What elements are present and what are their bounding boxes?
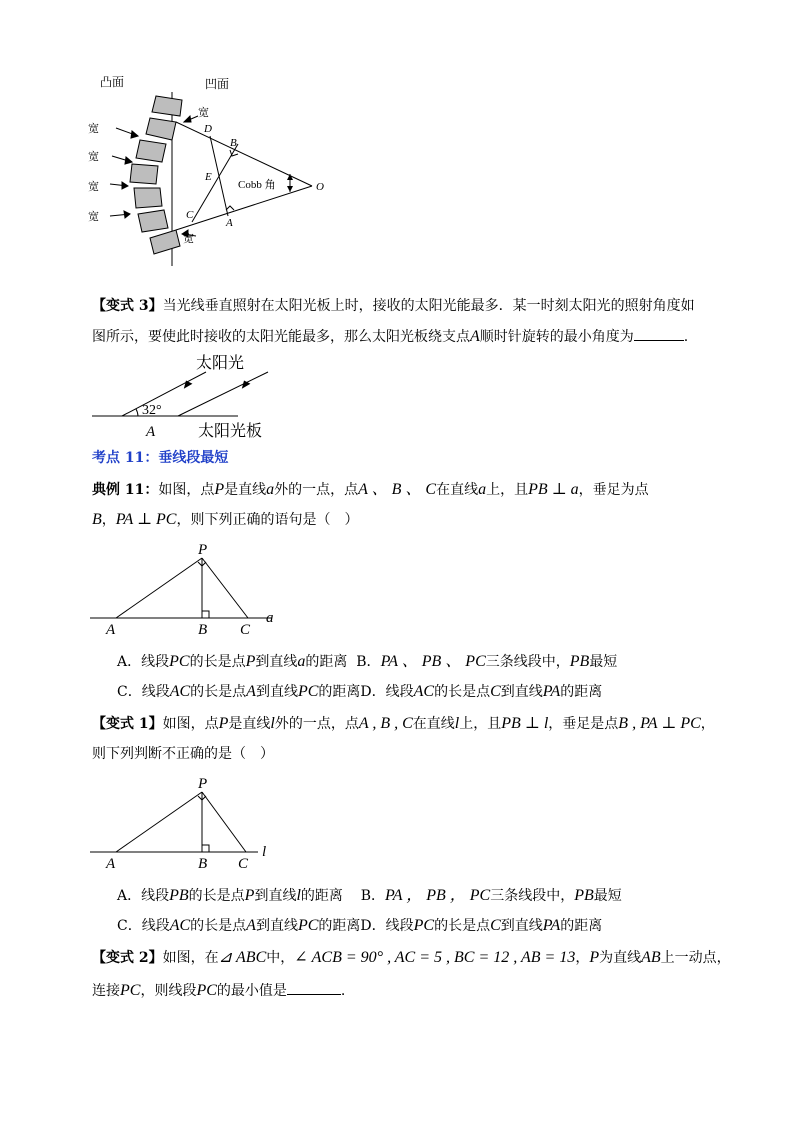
math: l <box>454 715 460 732</box>
math: PC <box>169 653 190 670</box>
text: ，垂足是点 <box>548 716 619 732</box>
text: ，垂足为点 <box>578 482 649 498</box>
fig3-A: A <box>106 622 116 638</box>
variant3-point-a: A <box>470 328 480 345</box>
cobb-label: Cobb 角 <box>238 179 276 191</box>
text: 到直线 <box>255 918 298 934</box>
math-a: a <box>478 481 487 498</box>
text: 到直线 <box>255 654 298 670</box>
point-O: O <box>316 181 324 193</box>
text: 中， <box>266 950 295 966</box>
variant3-text1: 当光线垂直照射在太阳光板上时，接收的太阳光能最多．某一时刻太阳光的照射角度如 <box>162 298 695 314</box>
text: ，则线段 <box>140 983 197 999</box>
math-PA-perp-PC: PA ⊥ PC <box>115 511 177 528</box>
wide-label-5: 宽 <box>198 107 209 119</box>
text: 最短 <box>593 888 622 904</box>
text: 的长是点 <box>434 918 491 934</box>
math: ⊿ ABC <box>218 949 267 966</box>
text: 如图，点 <box>158 482 215 498</box>
text: 上，且 <box>459 716 502 732</box>
math: A <box>246 917 256 934</box>
point-C: C <box>186 209 194 221</box>
math: PB ⊥ l <box>501 715 549 732</box>
text: 的距离 <box>300 888 343 904</box>
variant3-line1 <box>92 296 695 316</box>
point-D: D <box>204 123 212 135</box>
cobb-angle-figure <box>80 70 340 270</box>
angle-label: 32° <box>142 403 162 418</box>
math: P <box>589 949 600 966</box>
variant1-tag: 【变式 1】 <box>92 716 163 732</box>
fig4-A: A <box>106 856 116 872</box>
variant1-line2: 则下列判断不正确的是（ ） <box>92 746 274 762</box>
math: A <box>246 683 256 700</box>
text: 的距离 <box>560 918 603 934</box>
math-P: P <box>214 481 225 498</box>
text: 在直线 <box>436 482 479 498</box>
text: 的长是点 <box>434 684 491 700</box>
math: PB <box>169 887 189 904</box>
text: 为直线 <box>599 950 642 966</box>
text: 是直线 <box>228 716 271 732</box>
fig3-P: P <box>198 542 208 558</box>
wide-label-4: 宽 <box>88 211 99 223</box>
text: ，则下列正确的语句是（ ） <box>176 512 359 528</box>
convex-label: 凸面 <box>100 75 125 89</box>
wide-label-1: 宽 <box>88 123 99 135</box>
text: 的距离 <box>560 684 603 700</box>
text: 三条线段中， <box>490 888 575 904</box>
variant1-option-c-d <box>117 916 602 936</box>
pivot-point-a: A <box>146 424 156 440</box>
math: l <box>270 715 275 732</box>
variant2-line2 <box>92 980 345 1001</box>
text: A．线段 <box>117 654 170 670</box>
sun-label: 太阳光 <box>196 355 245 372</box>
math-PB-perp-a: PB ⊥ a <box>528 481 579 498</box>
text: 到直线 <box>255 684 298 700</box>
variant1-line1 <box>92 714 715 734</box>
text: D．线段 <box>360 918 414 934</box>
math: PC <box>196 982 217 999</box>
text: 上，且 <box>486 482 529 498</box>
text: 连接 <box>92 983 120 999</box>
variant3-end: . <box>683 329 689 345</box>
text: 三条线段中， <box>485 654 570 670</box>
text: 如图，点 <box>162 716 219 732</box>
math-a: a <box>266 481 275 498</box>
math: PA 、 PB 、 PC <box>380 653 486 670</box>
panel-label: 太阳光板 <box>198 423 263 440</box>
text: 到直线 <box>254 888 297 904</box>
point-E: E <box>205 171 212 183</box>
text: C．线段 <box>117 684 170 700</box>
variant3-text3: 顺时针旋转的最小角度为 <box>479 329 634 345</box>
fig4-B: B <box>198 856 208 872</box>
text: ， <box>700 716 715 732</box>
math: PC <box>297 683 319 700</box>
wide-label-2: 宽 <box>88 151 99 163</box>
text: 的距离 <box>305 654 348 670</box>
text: C．线段 <box>117 918 170 934</box>
variant3-text2: 图所示，要使此时接收的太阳光能最多，那么太阳光板绕支点 <box>92 329 470 345</box>
answer-blank <box>634 326 684 341</box>
math: AC <box>413 683 435 700</box>
math: PA <box>542 917 561 934</box>
variant3-tag: 【变式 3】 <box>92 298 163 314</box>
fig4-P: P <box>198 776 208 792</box>
math: AC <box>169 917 191 934</box>
text: 到直线 <box>500 684 543 700</box>
fig3-C: C <box>240 622 251 638</box>
variant2-tag: 【变式 2】 <box>92 950 163 966</box>
example11-option-a-b <box>117 652 617 672</box>
math: P <box>245 653 256 670</box>
math: PA <box>542 683 561 700</box>
text: ， <box>575 950 590 966</box>
text: D．线段 <box>360 684 414 700</box>
text: 在直线 <box>412 716 455 732</box>
text: 的长是点 <box>189 654 246 670</box>
math: PC <box>120 982 141 999</box>
math: C <box>490 917 501 934</box>
example11-tag: 典例 11： <box>92 482 159 498</box>
fig4-C: C <box>238 856 249 872</box>
text: 的距离 <box>318 684 361 700</box>
wide-label-6: 宽 <box>183 233 194 245</box>
text: 到直线 <box>500 918 543 934</box>
text: 的长是点 <box>190 684 247 700</box>
math: P <box>244 887 255 904</box>
text: A．线段 <box>117 888 170 904</box>
math: A , B , C <box>358 715 413 732</box>
text: 上一动点， <box>660 950 731 966</box>
fig3-B: B <box>198 622 208 638</box>
math: PA ， PB ， PC <box>385 887 491 904</box>
math: PC <box>297 917 319 934</box>
text: 的距离 <box>318 918 361 934</box>
text: 最短 <box>589 654 618 670</box>
variant2-line1 <box>92 948 731 968</box>
math-ABC: A 、 B 、 C <box>358 481 437 498</box>
math: ∠ ACB = 90° , AC = 5 , BC = 12 , AB = 13 <box>294 949 576 966</box>
math: AB <box>641 949 661 966</box>
concave-label: 凹面 <box>205 77 230 91</box>
math: C <box>490 683 501 700</box>
text: 的长是点 <box>190 918 247 934</box>
fig3-a: a <box>266 610 274 626</box>
text: 的长是点 <box>188 888 245 904</box>
math-B: B <box>92 511 102 528</box>
fig4-l: l <box>262 844 267 860</box>
text: 的最小值是 <box>216 983 287 999</box>
example11-line2: B，PA ⊥ PC，则下列正确的语句是（ ） <box>92 511 359 528</box>
solar-panel-figure <box>88 352 288 442</box>
text: 外的一点，点 <box>274 482 359 498</box>
math: AC <box>169 683 191 700</box>
math: P <box>218 715 229 732</box>
variant1-option-a-b <box>117 886 622 906</box>
text: B． <box>356 654 381 670</box>
text: 外的一点，点 <box>274 716 359 732</box>
point-B: B <box>230 137 237 149</box>
example11-line1 <box>92 480 649 500</box>
math: PB <box>574 887 594 904</box>
math: a <box>297 653 306 670</box>
answer-blank <box>287 980 341 995</box>
math: l <box>296 887 301 904</box>
math: B , PA ⊥ PC <box>618 715 701 732</box>
text: B． <box>360 888 386 904</box>
variant3-line2 <box>92 326 688 347</box>
math: PB <box>569 653 590 670</box>
text: . <box>340 983 346 999</box>
text: 如图，在 <box>162 950 219 966</box>
triangle-figure-2 <box>88 772 288 872</box>
example11-option-c-d <box>117 682 602 702</box>
math: PC <box>413 917 435 934</box>
point-A: A <box>226 217 233 229</box>
wide-label-3: 宽 <box>88 181 99 193</box>
section-title: 考点 11：垂线段最短 <box>92 450 229 466</box>
triangle-figure-1 <box>88 538 288 638</box>
text: 是直线 <box>224 482 267 498</box>
